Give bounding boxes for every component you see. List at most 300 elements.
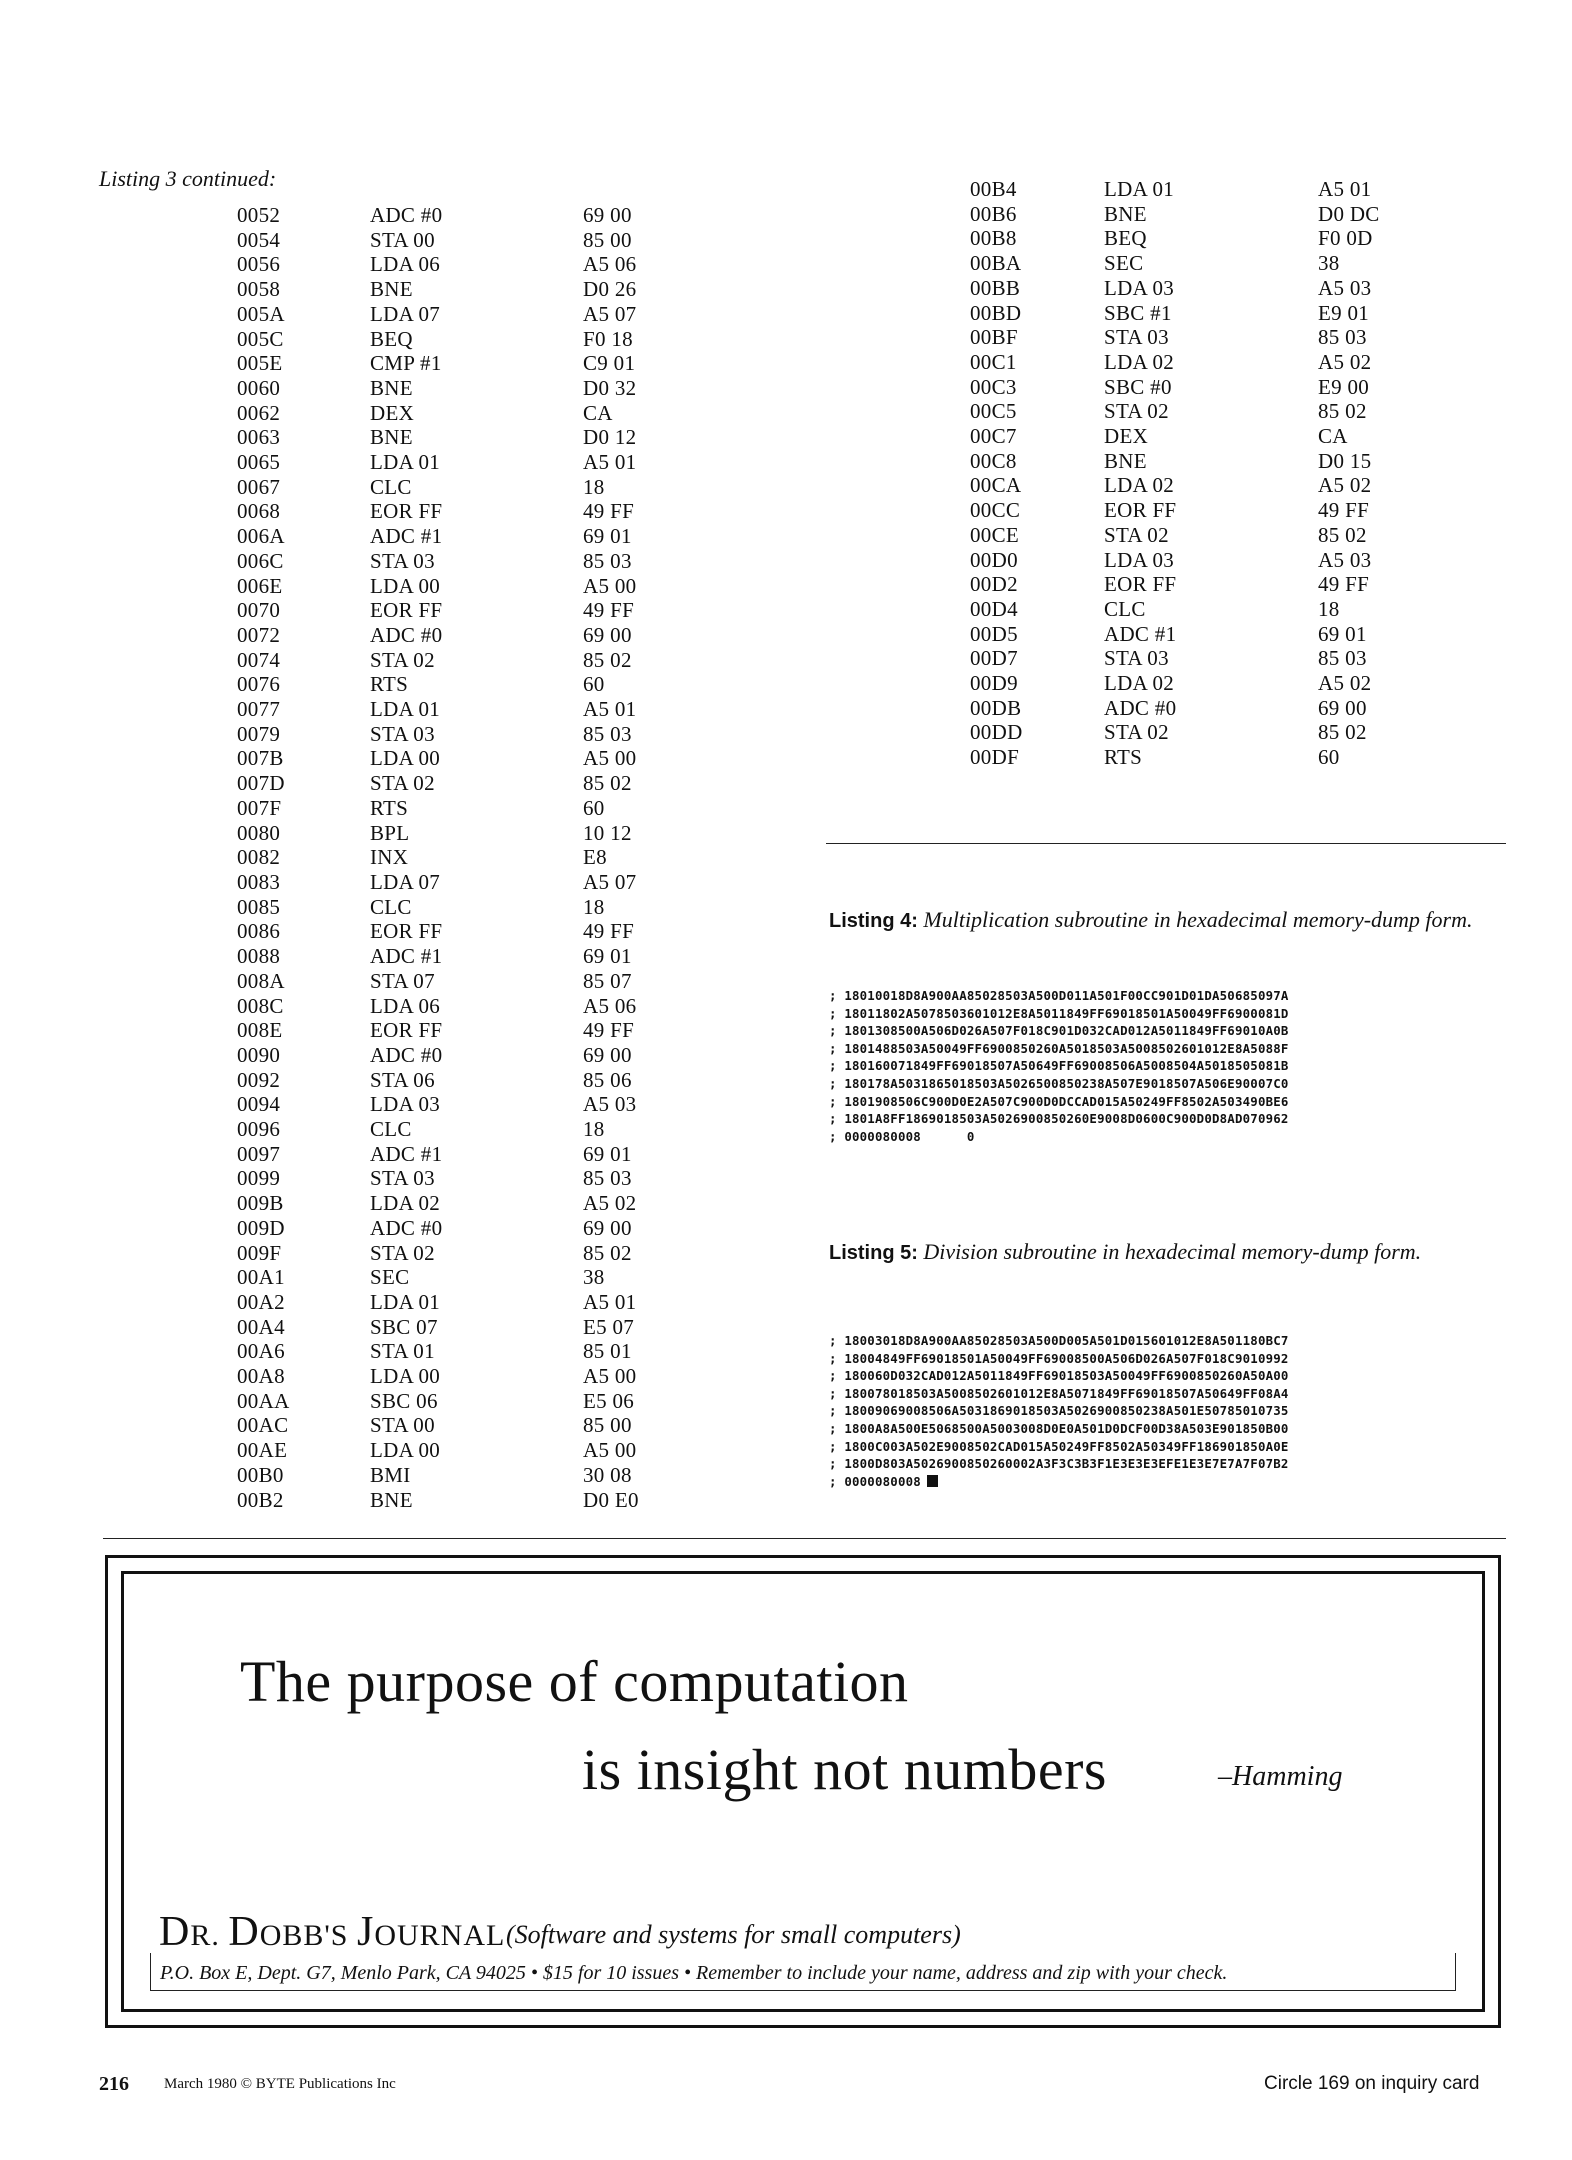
listing-row [237, 919, 639, 944]
listing-row [237, 1216, 639, 1241]
address-cell: 006E [237, 573, 283, 598]
listing-row [970, 399, 1380, 424]
hex-cell: A5 07 [583, 301, 637, 326]
dump-line-text: ; 18003018D8A900AA85028503A500D005A501D015601012E8A501180BC7 [829, 1333, 1289, 1348]
address-cell: 00D0 [970, 547, 1018, 572]
dump-line-text: ; 1801488503A50049FF6900850260A5018503A5008502601012E8A5088F [829, 1040, 1289, 1056]
address-cell: 00A1 [237, 1265, 285, 1290]
address-cell: 00AA [237, 1388, 290, 1413]
instruction-cell: SEC [1104, 251, 1144, 276]
instruction-cell: SEC [370, 1265, 410, 1290]
address-cell: 00D5 [970, 621, 1018, 646]
listing-row [237, 475, 639, 500]
hex-cell: F0 18 [583, 326, 633, 351]
address-cell: 0070 [237, 598, 281, 623]
address-cell: 008C [237, 993, 284, 1018]
masthead-d2: D [228, 1909, 260, 1955]
address-cell: 0060 [237, 375, 281, 400]
dump-line [829, 1093, 1509, 1111]
hex-cell: 85 02 [1318, 522, 1367, 547]
instruction-cell: BNE [370, 425, 413, 450]
hex-cell: 18 [583, 1117, 605, 1142]
hex-cell: 85 03 [583, 721, 632, 746]
ad-tagline: (Software and systems for small computers) [506, 1920, 961, 1949]
instruction-cell: CLC [370, 894, 412, 919]
listing-row [970, 177, 1380, 202]
listing-row [237, 203, 639, 228]
listing-row [237, 277, 639, 302]
hex-cell: 49 FF [583, 1018, 635, 1043]
dump-line-text: ; 0000080008 0 [829, 1128, 975, 1144]
listing4-caption [829, 906, 1505, 935]
listing-row [237, 302, 639, 327]
instruction-cell: SBC 07 [370, 1314, 438, 1339]
instruction-cell: BEQ [1104, 226, 1147, 251]
hex-cell: 85 03 [1318, 646, 1367, 671]
listing-row [237, 1068, 639, 1093]
hex-cell: D0 32 [583, 375, 637, 400]
instruction-cell: LDA 02 [1104, 349, 1175, 374]
instruction-cell: LDA 00 [370, 1438, 441, 1463]
hex-cell: 49 FF [1318, 498, 1370, 523]
ad-attribution: –Hamming [1218, 1761, 1343, 1792]
hex-cell: 69 01 [583, 944, 632, 969]
instruction-cell: SBC #1 [1104, 300, 1172, 325]
instruction-cell: ADC #0 [370, 203, 443, 227]
listing-row [237, 771, 639, 796]
listing-row [237, 1265, 639, 1290]
address-cell: 009F [237, 1240, 282, 1265]
hex-cell: 85 02 [1318, 720, 1367, 745]
hex-cell: A5 03 [1318, 547, 1372, 572]
address-cell: 0082 [237, 845, 281, 870]
listing-row [237, 1389, 639, 1414]
hex-cell: D0 15 [1318, 448, 1372, 473]
address-cell: 0065 [237, 450, 281, 475]
hex-cell: F0 0D [1318, 226, 1373, 251]
hex-cell: 69 01 [583, 524, 632, 549]
masthead-j: J [356, 1909, 375, 1955]
address-cell: 005A [237, 301, 285, 326]
listing4-caption-text: Multiplication subroutine in hexadecimal memory-dump form. [923, 907, 1473, 932]
listing-row [237, 252, 639, 277]
instruction-cell: ADC #0 [370, 1215, 443, 1240]
instruction-cell: CLC [370, 1117, 412, 1142]
address-cell: 00AE [237, 1438, 288, 1463]
listing-row [237, 401, 639, 426]
hex-cell: 10 12 [583, 820, 632, 845]
address-cell: 0072 [237, 622, 281, 647]
hex-cell: 38 [1318, 251, 1340, 276]
listing-row [237, 994, 639, 1019]
instruction-cell: LDA 02 [1104, 671, 1175, 696]
instruction-cell: BNE [1104, 448, 1147, 473]
dump-line-text: ; 180078018503A5008502601012E8A5071849FF69018507A50649FF08A4 [829, 1385, 1289, 1401]
hex-cell: A5 02 [1318, 671, 1372, 696]
listing-row [237, 1364, 639, 1389]
hex-cell: A5 02 [583, 1191, 637, 1216]
hex-cell: 85 01 [583, 1339, 632, 1364]
instruction-cell: STA 07 [370, 968, 435, 993]
hex-cell: 85 07 [583, 968, 632, 993]
hex-cell: 85 02 [583, 647, 632, 672]
hex-cell: A5 01 [583, 697, 637, 722]
dump-line [829, 1385, 1509, 1403]
listing-row [237, 845, 639, 870]
instruction-cell: STA 03 [370, 548, 435, 573]
listing-row [237, 549, 639, 574]
listing3-right-table [970, 177, 1380, 770]
dump-line-text: ; 18004849FF69018501A50049FF69008500A506D026A507F018C9010992 [829, 1350, 1289, 1366]
address-cell: 00B6 [970, 201, 1017, 226]
address-cell: 00AC [237, 1413, 289, 1438]
instruction-cell: EOR FF [1104, 498, 1177, 523]
address-cell: 00CA [970, 473, 1022, 498]
instruction-cell: DEX [370, 400, 415, 425]
address-cell: 0076 [237, 672, 281, 697]
instruction-cell: BPL [370, 820, 410, 845]
address-cell: 00A6 [237, 1339, 285, 1364]
address-cell: 0054 [237, 227, 281, 252]
address-cell: 007F [237, 795, 282, 820]
masthead-obbs: OBB'S [259, 1919, 349, 1952]
hex-cell: 85 02 [583, 1240, 632, 1265]
listing-row [970, 276, 1380, 301]
address-cell: 0092 [237, 1067, 281, 1092]
hex-cell: D0 E0 [583, 1487, 639, 1512]
instruction-cell: STA 02 [1104, 399, 1169, 424]
listing-row [237, 425, 639, 450]
hex-cell: 85 02 [1318, 399, 1367, 424]
ad-address: P.O. Box E, Dept. G7, Menlo Park, CA 94025 • $15 for 10 issues • Remember to include your name, address and zip with your check. [160, 1962, 1228, 1984]
listing-row [237, 450, 639, 475]
address-cell: 006C [237, 548, 284, 573]
listing-row [237, 1241, 639, 1266]
listing-row [237, 870, 639, 895]
dump-line [829, 1110, 1509, 1128]
hex-cell: 69 00 [583, 1042, 632, 1067]
instruction-cell: STA 02 [1104, 522, 1169, 547]
dump-line [829, 1005, 1509, 1023]
dump-line-text: ; 180060D032CAD012A5011849FF69018503A50049FF6900850260A50A00 [829, 1368, 1289, 1384]
listing-row [237, 499, 639, 524]
listing-row [970, 572, 1380, 597]
hex-cell: E5 06 [583, 1388, 635, 1413]
listing-row [970, 350, 1380, 375]
hex-cell: 69 01 [1318, 621, 1367, 646]
address-cell: 00D7 [970, 646, 1018, 671]
address-cell: 005C [237, 326, 284, 351]
listing-row [237, 1315, 639, 1340]
hex-cell: A5 06 [583, 252, 637, 277]
dump-line-text: ; 18011802A5078503601012E8A5011849FF69018501A50049FF6900081D [829, 1005, 1289, 1021]
listing-row [237, 351, 639, 376]
footer-credit: March 1980 © BYTE Publications Inc [164, 2076, 396, 2092]
instruction-cell: CLC [370, 474, 412, 499]
instruction-cell: LDA 03 [370, 1092, 441, 1117]
address-cell: 00A4 [237, 1314, 285, 1339]
address-cell: 00BA [970, 251, 1022, 276]
dump-line [829, 1473, 1509, 1491]
dump-line [829, 987, 1509, 1005]
instruction-cell: STA 03 [370, 1166, 435, 1191]
listing-row [970, 745, 1380, 770]
listing-row [237, 1018, 639, 1043]
instruction-cell: LDA 06 [370, 252, 441, 277]
address-cell: 008E [237, 1018, 283, 1043]
instruction-cell: LDA 00 [370, 746, 441, 771]
listing-row [237, 574, 639, 599]
listing-row [970, 671, 1380, 696]
address-cell: 0097 [237, 1141, 281, 1166]
hex-cell: 49 FF [1318, 572, 1370, 597]
page-divider [103, 1538, 1506, 1539]
address-cell: 005E [237, 351, 283, 376]
listing-row [237, 1043, 639, 1068]
end-of-article-icon [927, 1475, 938, 1487]
address-cell: 00B8 [970, 226, 1017, 251]
ad-quote-line2: is insight not numbers [582, 1737, 1107, 1802]
dump-line [829, 1350, 1509, 1368]
address-cell: 00A8 [237, 1364, 285, 1389]
hex-cell: A5 03 [583, 1092, 637, 1117]
hex-cell: 49 FF [583, 919, 635, 944]
hex-cell: A5 03 [1318, 275, 1372, 300]
instruction-cell: STA 02 [370, 647, 435, 672]
address-cell: 0099 [237, 1166, 281, 1191]
hex-cell: 69 00 [583, 1215, 632, 1240]
address-cell: 007D [237, 771, 285, 796]
instruction-cell: RTS [370, 795, 409, 820]
address-cell: 0077 [237, 697, 281, 722]
instruction-cell: ADC #1 [370, 1141, 443, 1166]
address-cell: 00B0 [237, 1462, 284, 1487]
address-cell: 00C1 [970, 349, 1017, 374]
listing-row [970, 226, 1380, 251]
listing-row [970, 251, 1380, 276]
listing-row [237, 746, 639, 771]
address-cell: 00D9 [970, 671, 1018, 696]
address-cell: 0080 [237, 820, 281, 845]
address-cell: 00D4 [970, 596, 1018, 621]
hex-cell: CA [1318, 424, 1348, 449]
listing-row [237, 1142, 639, 1167]
hex-cell: 49 FF [583, 499, 635, 524]
dump-line [829, 1128, 1509, 1146]
hex-cell: A5 00 [583, 573, 637, 598]
instruction-cell: ADC #0 [370, 622, 443, 647]
dump-line-text: ; 1801A8FF1869018503A5026900850260E9008D0600C900D0D8AD070962 [829, 1111, 1289, 1127]
instruction-cell: ADC #1 [370, 944, 443, 969]
listing-row [237, 1463, 639, 1488]
hex-cell: 69 00 [1318, 695, 1367, 720]
address-cell: 0074 [237, 647, 281, 672]
address-cell: 00BD [970, 300, 1022, 325]
address-cell: 00BB [970, 275, 1021, 300]
hex-cell: 85 03 [1318, 325, 1367, 350]
dump-line [829, 1367, 1509, 1385]
hex-cell: 18 [583, 894, 605, 919]
listing-row [970, 523, 1380, 548]
masthead-r: R. [190, 1919, 220, 1952]
hex-cell: A5 00 [583, 1438, 637, 1463]
listing-row [237, 648, 639, 673]
hex-cell: 30 08 [583, 1462, 632, 1487]
listing-row [237, 895, 639, 920]
listing-row [237, 524, 639, 549]
dump-line-text: ; 1801308500A506D026A507F018C901D032CAD012A5011849FF69010A0B [829, 1023, 1289, 1039]
instruction-cell: STA 06 [370, 1067, 435, 1092]
instruction-cell: LDA 00 [370, 573, 441, 598]
instruction-cell: STA 03 [1104, 325, 1169, 350]
instruction-cell: BMI [370, 1462, 411, 1487]
instruction-cell: EOR FF [370, 499, 443, 524]
listing-row [237, 1339, 639, 1364]
listing-row [237, 228, 639, 253]
hex-cell: 18 [1318, 596, 1340, 621]
dump-line-text: ; 180178A5031865018503A5026500850238A507E9018507A506E90007C0 [829, 1075, 1289, 1091]
instruction-cell: LDA 01 [370, 1289, 441, 1314]
address-cell: 0083 [237, 869, 281, 894]
instruction-cell: CLC [1104, 596, 1146, 621]
instruction-cell: STA 03 [1104, 646, 1169, 671]
hex-cell: 69 00 [583, 622, 632, 647]
listing4-label: Listing 4: [829, 910, 918, 932]
instruction-cell: RTS [370, 672, 409, 697]
listing-row [237, 1166, 639, 1191]
address-cell: 0085 [237, 894, 281, 919]
listing-row [237, 697, 639, 722]
hex-cell: A5 00 [583, 746, 637, 771]
address-cell: 007B [237, 746, 284, 771]
address-cell: 00BF [970, 325, 1018, 350]
address-cell: 00D2 [970, 572, 1018, 597]
address-cell: 00B4 [970, 177, 1017, 201]
instruction-cell: ADC #0 [1104, 695, 1177, 720]
hex-cell: E9 01 [1318, 300, 1370, 325]
listing-row [237, 1290, 639, 1315]
address-cell: 00DD [970, 720, 1023, 745]
listing-row [970, 498, 1380, 523]
hex-cell: 69 01 [583, 1141, 632, 1166]
dump-line [829, 1022, 1509, 1040]
instruction-cell: LDA 03 [1104, 547, 1175, 572]
instruction-cell: STA 00 [370, 1413, 435, 1438]
hex-cell: 60 [1318, 745, 1340, 770]
listing-row [237, 672, 639, 697]
instruction-cell: STA 01 [370, 1339, 435, 1364]
address-cell: 0058 [237, 277, 281, 302]
instruction-cell: EOR FF [370, 1018, 443, 1043]
hex-cell: A5 00 [583, 1364, 637, 1389]
masthead-d1: D [159, 1909, 191, 1955]
listing-row [970, 301, 1380, 326]
hex-cell: 85 00 [583, 227, 632, 252]
listing-row [237, 944, 639, 969]
hex-cell: A5 01 [583, 450, 637, 475]
listing5-caption [829, 1238, 1505, 1267]
masthead-ournal: OURNAL [374, 1919, 506, 1952]
listing-row [237, 1488, 639, 1513]
listing-row [970, 424, 1380, 449]
address-cell: 008A [237, 968, 285, 993]
listing4-dump [829, 987, 1509, 1145]
address-cell: 00C5 [970, 399, 1017, 424]
dump-line [829, 1438, 1509, 1456]
address-cell: 0052 [237, 203, 281, 227]
dump-line-text: ; 1800C003A502E9008502CAD015A50249FF8502A50349FF186901850A0E [829, 1438, 1289, 1454]
listing5-dump [829, 1332, 1509, 1490]
hex-cell: 85 03 [583, 548, 632, 573]
hex-cell: 85 00 [583, 1413, 632, 1438]
address-cell: 0090 [237, 1042, 281, 1067]
listing-row [237, 796, 639, 821]
instruction-cell: ADC #1 [1104, 621, 1177, 646]
instruction-cell: LDA 01 [370, 697, 441, 722]
address-cell: 00DF [970, 745, 1020, 770]
address-cell: 0079 [237, 721, 281, 746]
address-cell: 00CC [970, 498, 1021, 523]
instruction-cell: LDA 03 [1104, 275, 1175, 300]
dump-line [829, 1455, 1509, 1473]
instruction-cell: ADC #1 [370, 524, 443, 549]
instruction-cell: LDA 07 [370, 869, 441, 894]
hex-cell: 60 [583, 672, 605, 697]
listing-row [970, 473, 1380, 498]
hex-cell: 69 00 [583, 203, 632, 227]
instruction-cell: BNE [1104, 201, 1147, 226]
address-cell: 0094 [237, 1092, 281, 1117]
hex-cell: 38 [583, 1265, 605, 1290]
listing-row [237, 1092, 639, 1117]
inquiry-card-note: Circle 169 on inquiry card [1264, 2073, 1480, 2094]
listing-row [237, 327, 639, 352]
listing-row [970, 449, 1380, 474]
instruction-cell: STA 02 [1104, 720, 1169, 745]
address-cell: 00CE [970, 522, 1020, 547]
address-cell: 00C8 [970, 448, 1017, 473]
dump-line [829, 1040, 1509, 1058]
dump-line [829, 1075, 1509, 1093]
dump-line [829, 1332, 1509, 1350]
hex-cell: A5 02 [1318, 473, 1372, 498]
instruction-cell: LDA 07 [370, 301, 441, 326]
instruction-cell: BNE [370, 375, 413, 400]
instruction-cell: SBC #0 [1104, 374, 1172, 399]
hex-cell: D0 12 [583, 425, 637, 450]
listing-row [970, 375, 1380, 400]
listing-row [970, 696, 1380, 721]
ad-quote-line1: The purpose of computation [240, 1649, 909, 1714]
instruction-cell: LDA 01 [1104, 177, 1175, 201]
instruction-cell: BNE [370, 277, 413, 302]
instruction-cell: RTS [1104, 745, 1143, 770]
listing-row [237, 1438, 639, 1463]
hex-cell: E8 [583, 845, 607, 870]
listing-row [237, 376, 639, 401]
hex-cell: E5 07 [583, 1314, 635, 1339]
instruction-cell: STA 03 [370, 721, 435, 746]
dump-line-text: ; 18010018D8A900AA85028503A500D011A501F00CC901D01DA50685097A [829, 988, 1289, 1003]
listing-row [237, 598, 639, 623]
instruction-cell: LDA 02 [1104, 473, 1175, 498]
address-cell: 009D [237, 1215, 285, 1240]
dump-line-text: ; 180160071849FF69018507A50649FF69008506A5008504A5018505081B [829, 1058, 1289, 1074]
listing-row [970, 622, 1380, 647]
listing-row [970, 548, 1380, 573]
listing5-caption-text: Division subroutine in hexadecimal memory-dump form. [923, 1239, 1422, 1264]
hex-cell: A5 01 [583, 1289, 637, 1314]
